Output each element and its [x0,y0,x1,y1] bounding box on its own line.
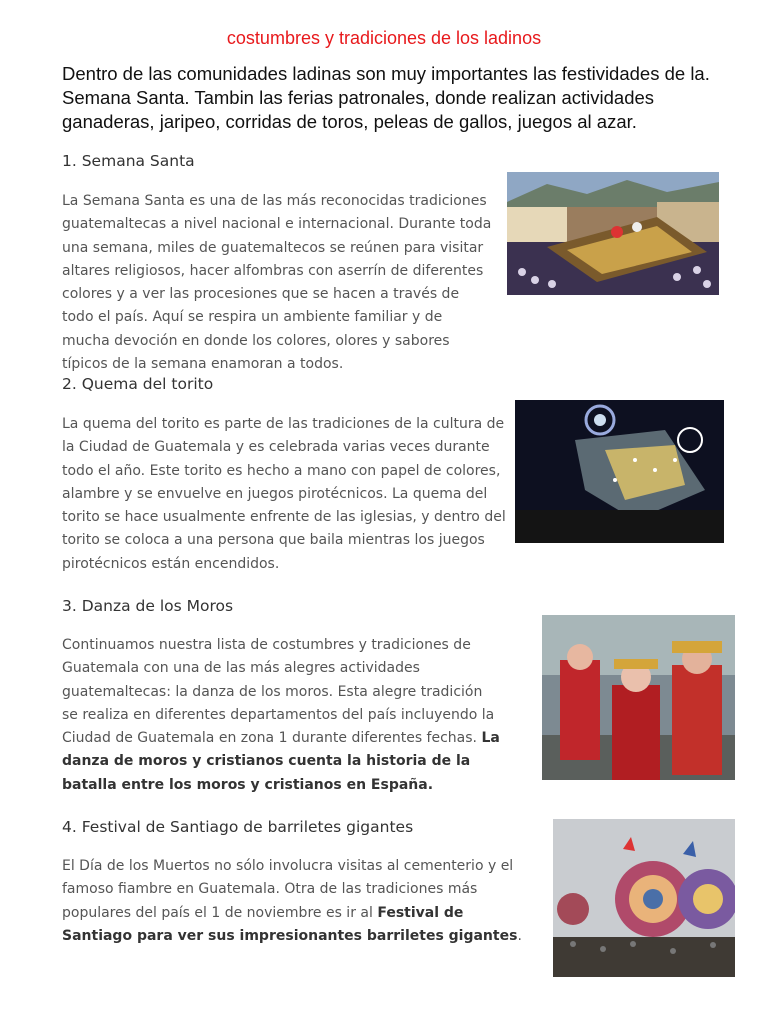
quema-torito-photo [515,400,724,543]
danza-moros-text: Continuamos nuestra lista de costumbres y tradiciones de Guatemala con una de las más alegres actividades guatemaltecas: la danza de los moros. Esta alegre tradición se realiza en diferentes departamentos del país incluyendo la Ciudad de Guatemala en zona 1 durante diferentes fechas. La danza de moros y cristianos cuenta la historia de la batalla entre los moros y cristianos en España. [62,637,500,793]
barriletes-text: El Día de los Muertos no sólo involucra visitas al cementerio y el famoso fiambre en Guatemala. Otra de las tradiciones más populares del país el 1 de noviembre es ir al Festival de Santiago para ver sus impresionantes barriletes gigantes. [62,858,522,944]
barriletes-photo [553,819,735,977]
danza-moros-photo [542,615,735,780]
section-heading-semana-santa: 1. Semana Santa [62,152,195,170]
section-heading-danza-moros: 3. Danza de los Moros [62,597,234,615]
quema-torito-text: La quema del torito es parte de las tradiciones de la cultura de la Ciudad de Guatemala y es celebrada varias veces durante todo el año. Este torito es hecho a mano con papel de colores, alambre y se envuelve en juegos pirotécnicos. La quema del torito se hace usualmente enfrente de las iglesias, y dentro del torito se coloca a una persona que baila mientras los juegos pirotécnicos están encendidos. [62,416,506,572]
section-heading-quema-torito: 2. Quema del torito [62,375,214,393]
section-heading-barriletes: 4. Festival de Santiago de barriletes gigantes [62,818,414,836]
danza-moros-bold-text: La danza de moros y cristianos cuenta la historia de la batalla entre los moros y cristianos en España. [62,730,500,793]
semana-santa-photo [507,172,719,295]
semana-santa-text: La Semana Santa es una de las más reconocidas tradiciones guatemaltecas a nivel nacional e internacional. Durante toda una semana, miles de guatemaltecos se reúnen para visitar altares religiosos, hacer alfombras con aserrín de diferentes colores y a ver las procesiones que se hacen a través de todo el país. Aquí se respira un ambiente familiar y de mucha devoción en donde los colores, olores y sabores típicos de la semana enamoran a todos. [62,193,492,373]
barriletes-bold-text: Festival de Santiago para ver sus impresionantes barriletes gigantes [62,904,518,944]
document-title: costumbres y tradiciones de los ladinos [226,28,542,48]
intro-paragraph: Dentro de las comunidades ladinas son muy importantes las festividades de la. Semana Santa. Tambin las ferias patronales, donde realizan actividades ganaderas, jaripeo, corridas de toros, peleas de gallos, juegos al azar. [62,63,710,132]
